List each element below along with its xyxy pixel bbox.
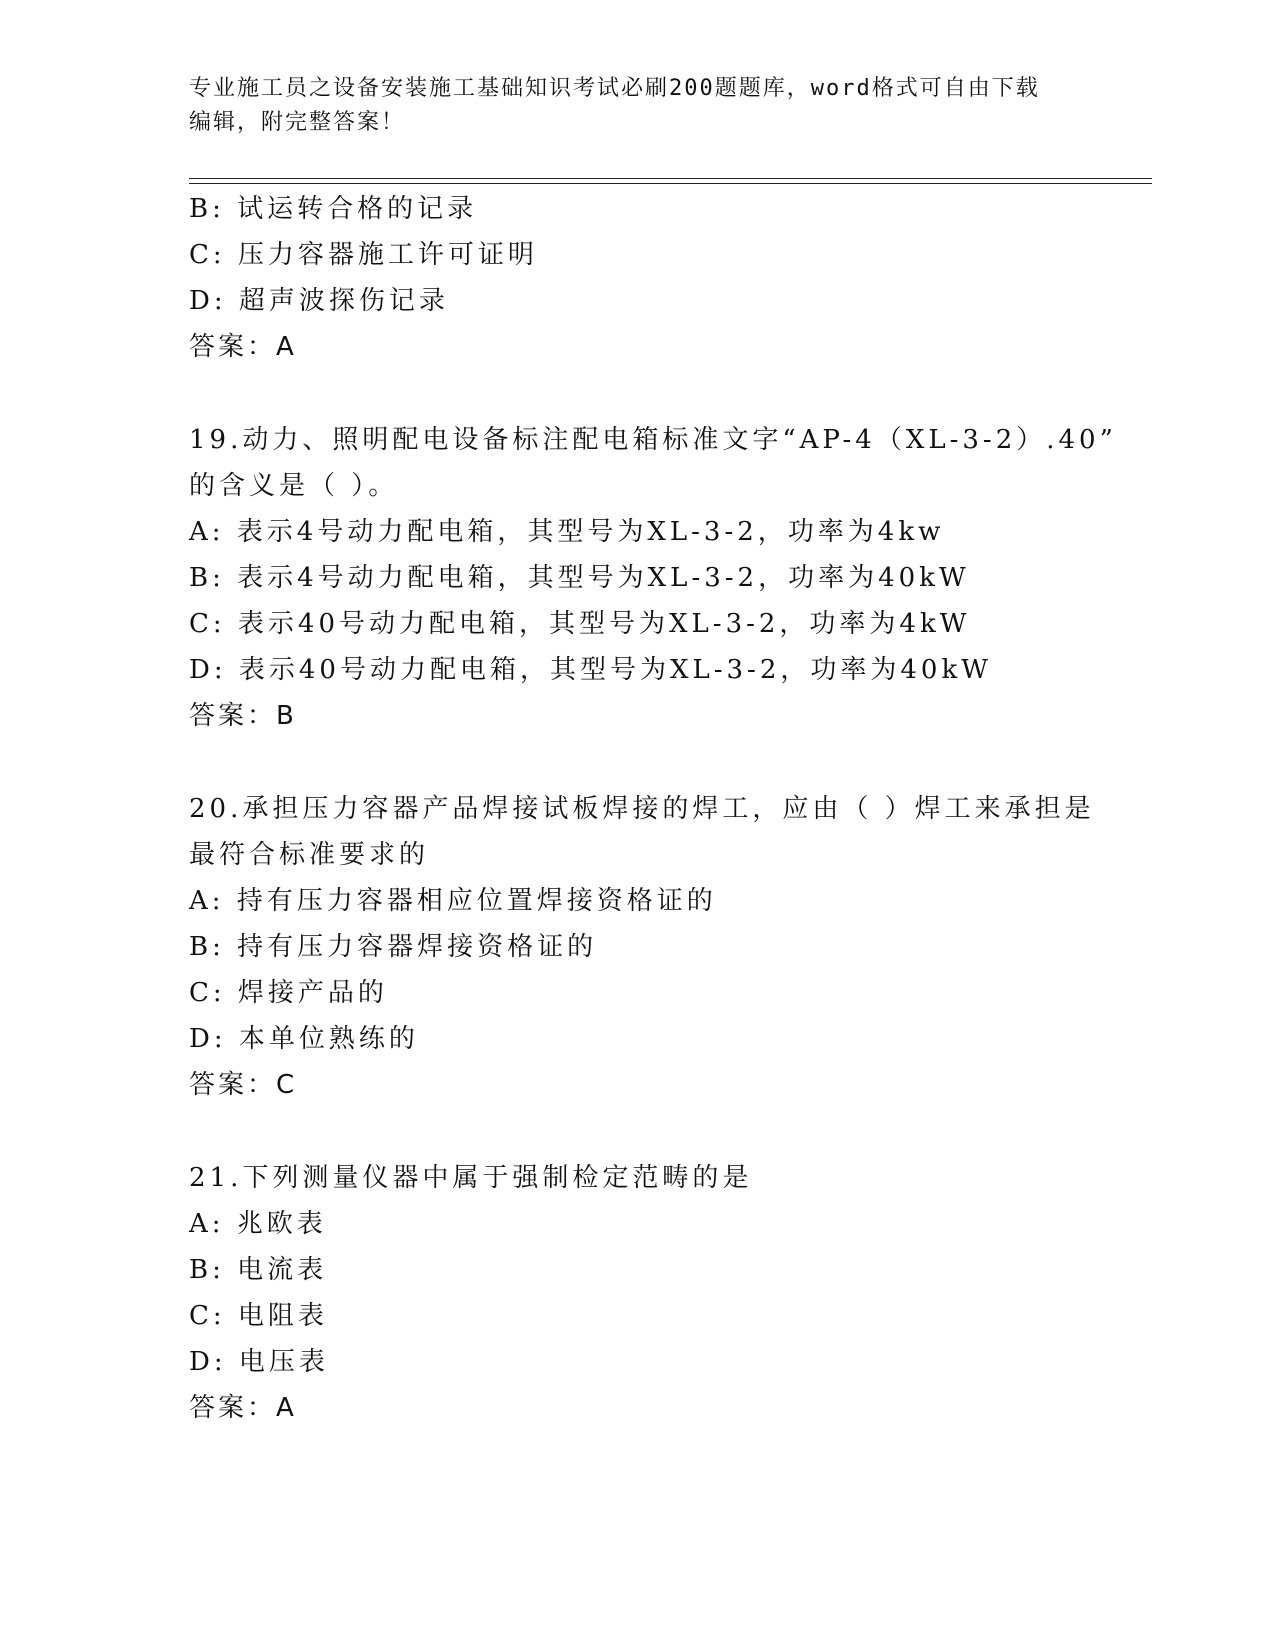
q18-option-c: C: 压力容器施工许可证明 <box>189 240 538 270</box>
header-line-1: 专业施工员之设备安装施工基础知识考试必刷200题题库，word格式可自由下载 <box>189 76 1040 101</box>
q21-option-a: A: 兆欧表 <box>189 1209 327 1239</box>
q20-option-b: B: 持有压力容器焊接资格证的 <box>189 932 598 962</box>
header-line-2: 编辑，附完整答案！ <box>189 110 406 135</box>
q18-answer: 答案：A <box>189 332 297 362</box>
spacer <box>189 370 1089 417</box>
q20-stem-line-2: 最符合标准要求的 <box>189 840 430 870</box>
document-header <box>189 72 1089 140</box>
q19-option-d: D: 表示40号动力配电箱，其型号为XL-3-2，功率为40kW <box>189 655 992 685</box>
q21-option-d: D: 电压表 <box>189 1347 329 1377</box>
q19-option-b: B: 表示4号动力配电箱，其型号为XL-3-2，功率为40kW <box>189 563 970 593</box>
question-19 <box>189 417 1117 739</box>
q19-option-a: A: 表示4号动力配电箱，其型号为XL-3-2，功率为4kw <box>189 517 945 547</box>
q20-option-c: C: 焊接产品的 <box>189 978 388 1008</box>
q21-option-c: C: 电阻表 <box>189 1301 328 1331</box>
q20-option-a: A: 持有压力容器相应位置焊接资格证的 <box>189 886 717 916</box>
question-18-tail <box>189 186 1089 370</box>
q21-stem-line-1: 21.下列测量仪器中属于强制检定范畴的是 <box>189 1163 753 1193</box>
q19-stem-line-1: 19.动力、照明配电设备标注配电箱标准文字“AP-4（XL-3-2）.40” <box>189 425 1117 455</box>
header-divider-bottom <box>189 183 1152 184</box>
q20-stem-line-1: 20.承担压力容器产品焊接试板焊接的焊工，应由（ ）焊工来承担是 <box>189 794 1095 824</box>
spacer <box>189 1108 1089 1155</box>
question-20 <box>189 786 1095 1108</box>
q20-option-d: D: 本单位熟练的 <box>189 1024 419 1054</box>
q19-answer: 答案：B <box>189 701 297 731</box>
q19-option-c: C: 表示40号动力配电箱，其型号为XL-3-2，功率为4kW <box>189 609 971 639</box>
q20-answer: 答案：C <box>189 1070 298 1100</box>
question-21 <box>189 1155 1089 1431</box>
question-list <box>189 186 1117 1431</box>
q19-stem-line-2: 的含义是（ ）。 <box>189 471 399 501</box>
q21-answer: 答案：A <box>189 1393 297 1423</box>
spacer <box>189 739 1089 786</box>
q21-option-b: B: 电流表 <box>189 1255 328 1285</box>
q18-option-d: D: 超声波探伤记录 <box>189 286 449 316</box>
q18-option-b: B: 试运转合格的记录 <box>189 194 478 224</box>
header-divider-top <box>189 178 1152 179</box>
